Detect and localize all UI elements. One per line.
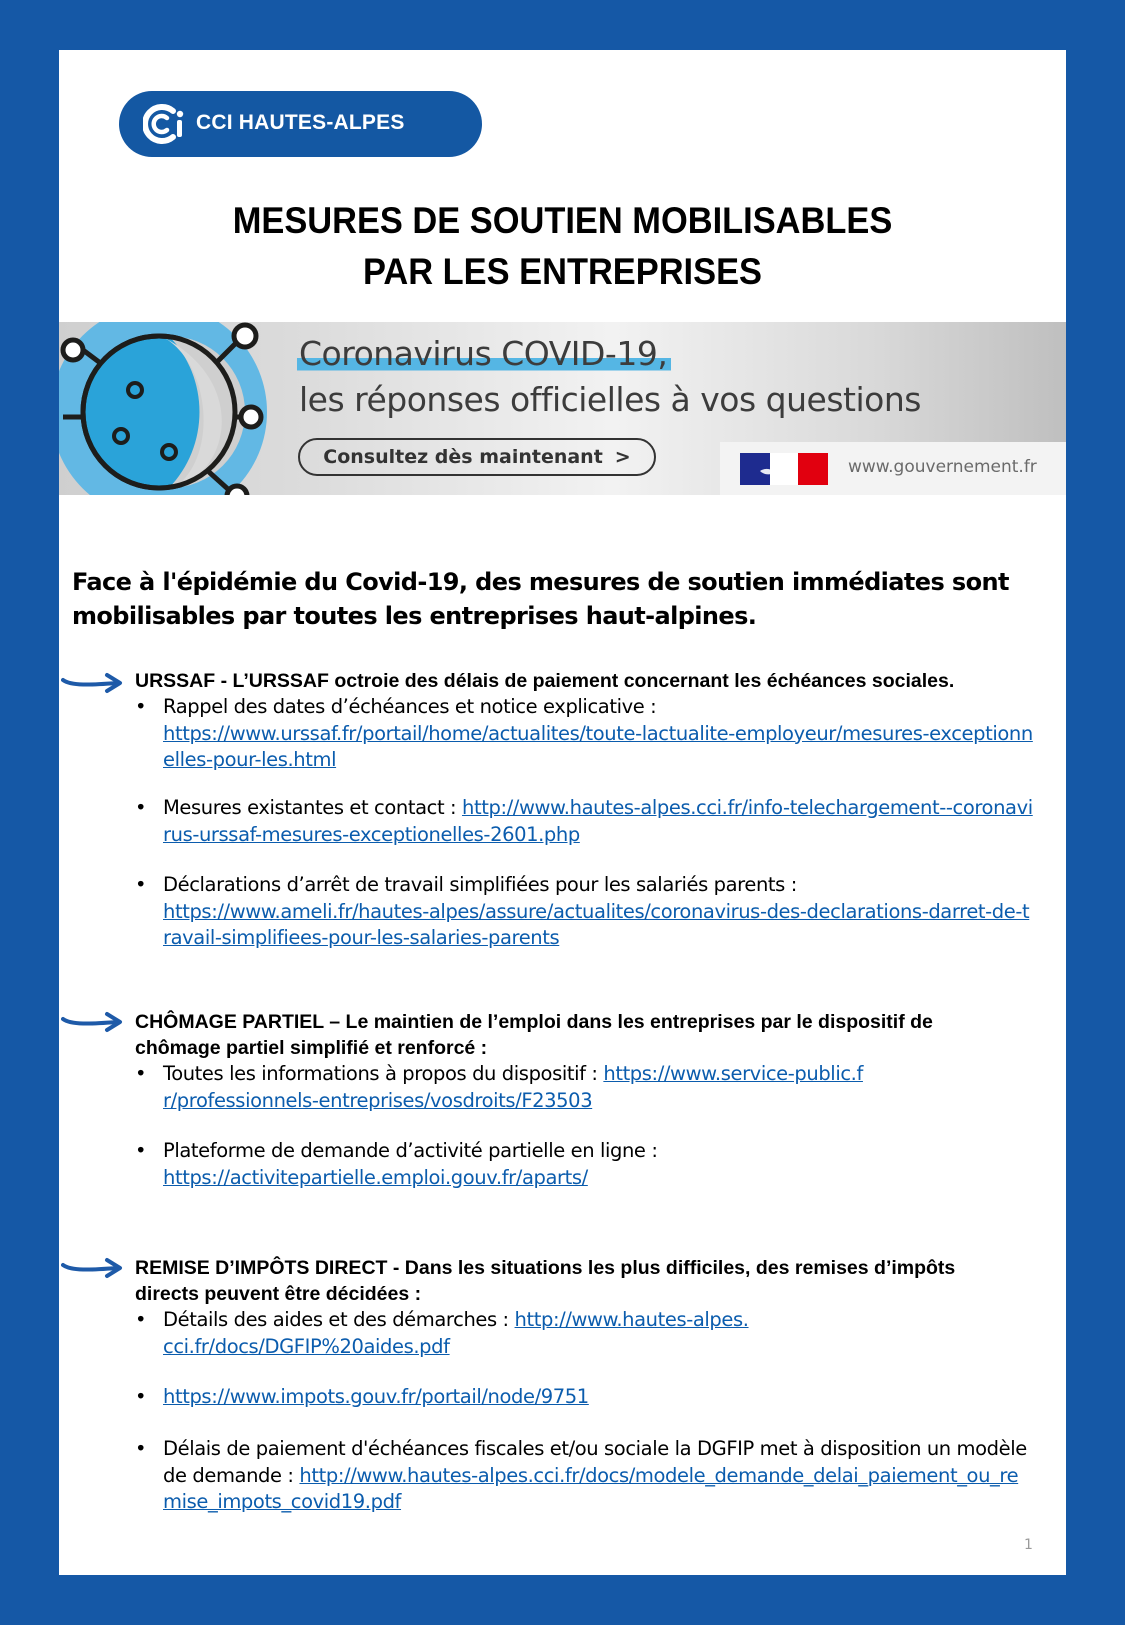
- item-text: Plateforme de demande d’activité partielle en ligne :: [163, 1139, 658, 1162]
- covid-banner[interactable]: [59, 322, 1066, 495]
- item-text: Toutes les informations à propos du dispositif :: [163, 1062, 598, 1085]
- bullet: •: [135, 1308, 147, 1331]
- item-text: Détails des aides et des démarches :: [163, 1308, 509, 1331]
- service-public-link[interactable]: https://www.service-public.fr/professionnels-entreprises/vosdroits/F23503: [163, 1062, 863, 1112]
- list-item: [135, 872, 1035, 952]
- bullet: •: [135, 1385, 147, 1408]
- list-item: [135, 1138, 1035, 1191]
- logo-text: CCI HAUTES-ALPES: [196, 111, 405, 134]
- dgfip-aides-link[interactable]: http://www.hautes-alpes.cci.fr/docs/DGFIP%20aides.pdf: [163, 1308, 749, 1358]
- list-item: [135, 694, 1035, 774]
- bullet: •: [135, 1437, 147, 1460]
- gov-url[interactable]: www.gouvernement.fr: [848, 457, 1037, 477]
- banner-footer: [720, 442, 1066, 495]
- cci-logo[interactable]: [119, 91, 482, 157]
- list-item: [135, 795, 1035, 848]
- impots-gouv-link[interactable]: https://www.impots.gouv.fr/portail/node/9751: [163, 1385, 589, 1408]
- section-heading: CHÔMAGE PARTIEL – Le maintien de l’emploi dans les entreprises par le dispositif de chômage partiel simplifié et renforcé :: [135, 1011, 933, 1059]
- activite-partielle-link[interactable]: https://activitepartielle.emploi.gouv.fr/aparts/: [163, 1165, 588, 1189]
- page-number: 1: [1024, 1537, 1033, 1553]
- bullet: •: [135, 796, 147, 819]
- banner-headline-highlight: Coronavirus COVID-19,: [297, 334, 671, 373]
- list-item: [135, 1384, 1035, 1411]
- list-item: [135, 1307, 1035, 1360]
- ameli-link[interactable]: https://www.ameli.fr/hautes-alpes/assure/actualites/coronavirus-des-declarations-darret-de-travail-simplifiees-pour-les-salaries-parents: [163, 899, 1030, 949]
- consult-now-button[interactable]: [298, 438, 656, 476]
- list-item: [135, 1436, 1035, 1516]
- bullet: •: [135, 695, 147, 718]
- section-heading: URSSAF - L’URSSAF octroie des délais de paiement concernant les échéances sociales.: [135, 670, 955, 692]
- intro-paragraph: Face à l'épidémie du Covid-19, des mesures de soutien immédiates sont mobilisables par toutes les entreprises haut-alpines.: [72, 568, 1009, 630]
- bullet: •: [135, 1139, 147, 1162]
- cci-logo-icon: [143, 103, 187, 145]
- bullet: •: [135, 1062, 147, 1085]
- modele-demande-link[interactable]: http://www.hautes-alpes.cci.fr/docs/modele_demande_delai_paiement_ou_remise_impots_covid19.pdf: [163, 1463, 1019, 1513]
- arrow-icon: [61, 672, 125, 694]
- banner-headline: [297, 334, 671, 373]
- virus-icon: [59, 322, 279, 495]
- chevron-right-icon: >: [614, 446, 631, 468]
- consult-now-label: Consultez dès maintenant: [323, 446, 603, 468]
- section-heading: REMISE D’IMPÔTS DIRECT - Dans les situations les plus difficiles, des remises d’impôts directs peuvent être décidées :: [135, 1257, 956, 1305]
- item-text: Délais de paiement d'échéances fiscales et/ou sociale la DGFIP met à disposition un modèle de demande :: [163, 1437, 1027, 1487]
- arrow-icon: [61, 1257, 125, 1279]
- urssaf-link[interactable]: https://www.urssaf.fr/portail/home/actualites/toute-lactualite-employeur/mesures-exceptionnelles-pour-les.html: [163, 721, 1033, 771]
- item-text: Mesures existantes et contact :: [163, 796, 457, 819]
- arrow-icon: [61, 1011, 125, 1033]
- document-page: [59, 50, 1066, 1575]
- cci-urssaf-link[interactable]: http://www.hautes-alpes.cci.fr/info-telechargement--coronavirus-urssaf-mesures-exceptionelles-2601.php: [163, 796, 1033, 846]
- title-line-1: MESURES DE SOUTIEN MOBILISABLES: [232, 200, 893, 241]
- item-text: Rappel des dates d’échéances et notice explicative :: [163, 695, 657, 718]
- list-item: [135, 1061, 1035, 1114]
- bullet: •: [135, 873, 147, 896]
- banner-subheadline: les réponses officielles à vos questions: [299, 380, 921, 419]
- page-title: [59, 195, 1066, 297]
- title-line-2: PAR LES ENTREPRISES: [363, 251, 762, 292]
- marianne-flag-icon: [740, 453, 828, 485]
- item-text: Déclarations d’arrêt de travail simplifiées pour les salariés parents :: [163, 873, 797, 896]
